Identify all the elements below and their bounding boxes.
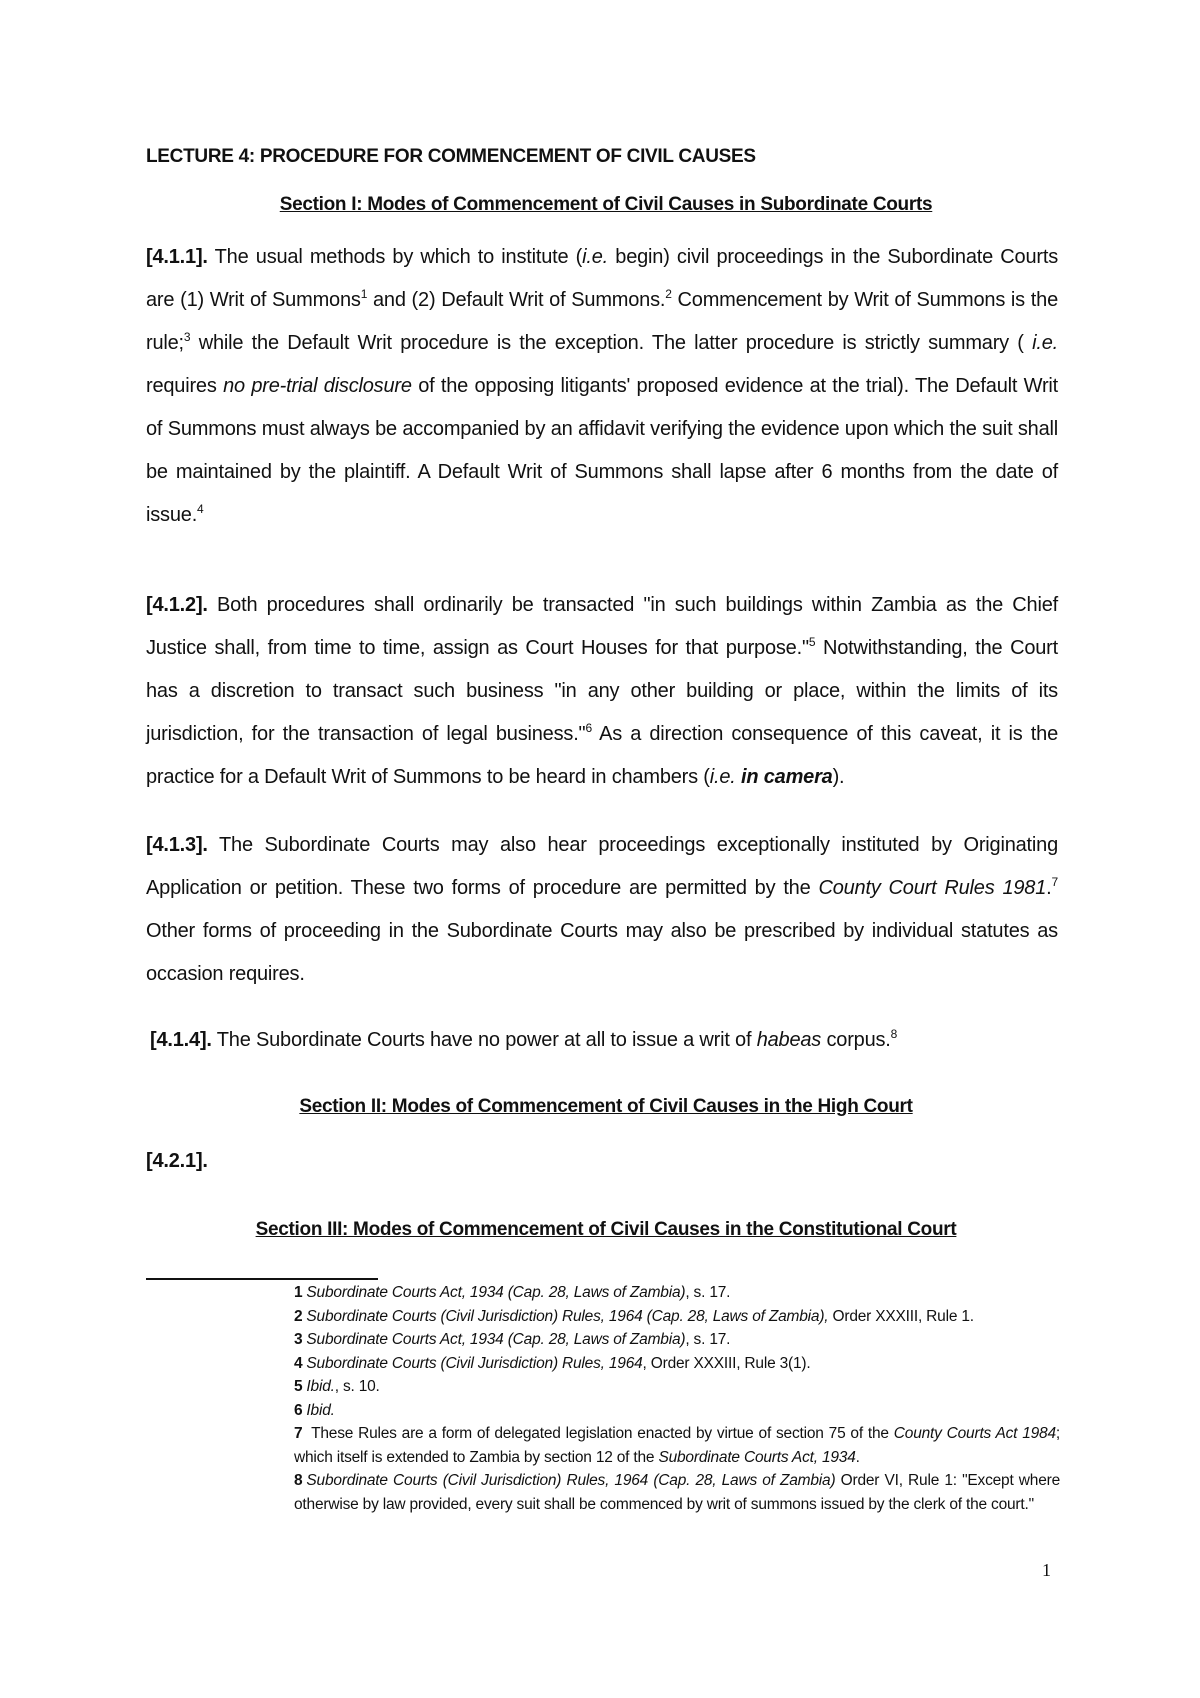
footnote-ref-1[interactable]: 1 [360,287,368,301]
footnotes [294,1281,1060,1516]
paragraph-number: [4.1.4]. [150,1029,212,1051]
footnote-3: 3 Subordinate Courts Act, 1934 (Cap. 28, Laws of Zambia), s. 17. [294,1331,731,1348]
footnote-ref-7[interactable]: 7 [1051,875,1058,889]
paragraph-number: [4.1.1]. [146,246,208,268]
paragraph-4-1-2: [4.1.2]. Both procedures shall ordinarily be transacted "in such buildings within Zambia as the Chief Justice shall, from time to time, assign as Court Houses for that purpose."$^5$ Notwithstanding, the Court has a discretion to transact such business "in any other building or place, within the limits of its jurisdiction, for the transaction of legal business."$^6$ As a direction consequence of this caveat, it is the practice for a Default Writ of Summons to be heard in chambers (i.e. in camera). [146,594,1059,788]
paragraph-number: [4.1.2]. [146,594,208,616]
section-2-heading: Section II: Modes of Commencement of Civil Causes in the High Court [299,1096,913,1117]
section-3-heading: Section III: Modes of Commencement of Civil Causes in the Constitutional Court [255,1219,957,1240]
paragraph-number: [4.2.1]. [146,1150,208,1172]
footnote-8: 8 Subordinate Courts (Civil Jurisdiction) Rules, 1964 (Cap. 28, Laws of Zambia) Order VI, Rule 1: "Except where otherwise by law provided, every suit shall be commenced by writ of summons issued by the clerk of the court." [294,1472,1060,1513]
paragraph-number: [4.1.3]. [146,834,208,856]
footnote-5: 5 Ibid., s. 10. [294,1378,380,1395]
footnote-7: 7 These Rules are a form of delegated legislation enacted by virtue of section 75 of the County Courts Act 1984; which itself is extended to Zambia by section 12 of the Subordinate Courts Act, 1934. [294,1425,1060,1466]
section-1-heading: Section I: Modes of Commencement of Civil Causes in Subordinate Courts [279,194,933,215]
footnote-4: 4 Subordinate Courts (Civil Jurisdiction) Rules, 1964, Order XXXIII, Rule 3(1). [294,1354,811,1372]
page-number: 1 [1042,1560,1051,1580]
footnote-2: 2 Subordinate Courts (Civil Jurisdiction) Rules, 1964 (Cap. 28, Laws of Zambia), Order XXXIII, Rule 1. [294,1307,974,1325]
footnote-ref-3[interactable]: 3 [183,330,191,344]
footnote-6: 6 Ibid. [294,1401,335,1419]
paragraph-4-1-1: [4.1.1]. The usual methods by which to institute (i.e. begin) civil proceedings in the Subordinate Courts are (1) Writ of Summons$^1$ and (2) Default Writ of Summons.$^2$ Commencement by Writ of Summons is the rule;$^3$ while the Default Writ procedure is the exception. The latter procedure is strictly summary ( i.e. requires no pre-trial disclosure of the opposing litigants' proposed evidence at the trial). The Default Writ of Summons must always be accompanied by an affidavit verifying the evidence upon which the suit shall be maintained by the plaintiff. A Default Writ of Summons shall lapse after 6 months from the date of issue.$^4$ [146,246,1059,526]
footnote-ref-4[interactable]: 4 [197,502,204,516]
paragraph-4-2-1 [146,1140,1058,1183]
footnote-1: 1 Subordinate Courts Act, 1934 (Cap. 28, Laws of Zambia), s. 17. [294,1284,731,1301]
footnote-ref-2[interactable]: 2 [665,287,672,301]
paragraph-4-1-4: [4.1.4]. The Subordinate Courts have no power at all to issue a writ of habeas corpus.$^8$ [150,1027,898,1051]
lecture-title: LECTURE 4: PROCEDURE FOR COMMENCEMENT OF CIVIL CAUSES [146,146,756,167]
footnote-ref-8[interactable]: 8 [890,1027,898,1041]
footnote-ref-6[interactable]: 6 [585,721,592,735]
footnote-ref-5[interactable]: 5 [808,635,816,649]
footnote-separator [146,1278,378,1280]
paragraph-4-1-3: [4.1.3]. The Subordinate Courts may also hear proceedings exceptionally instituted by Originating Application or petition. These two forms of procedure are permitted by the County Court Rules 1981.$^7$ Other forms of proceeding in the Subordinate Courts may also be prescribed by individual statutes as occasion requires. [146,834,1058,985]
